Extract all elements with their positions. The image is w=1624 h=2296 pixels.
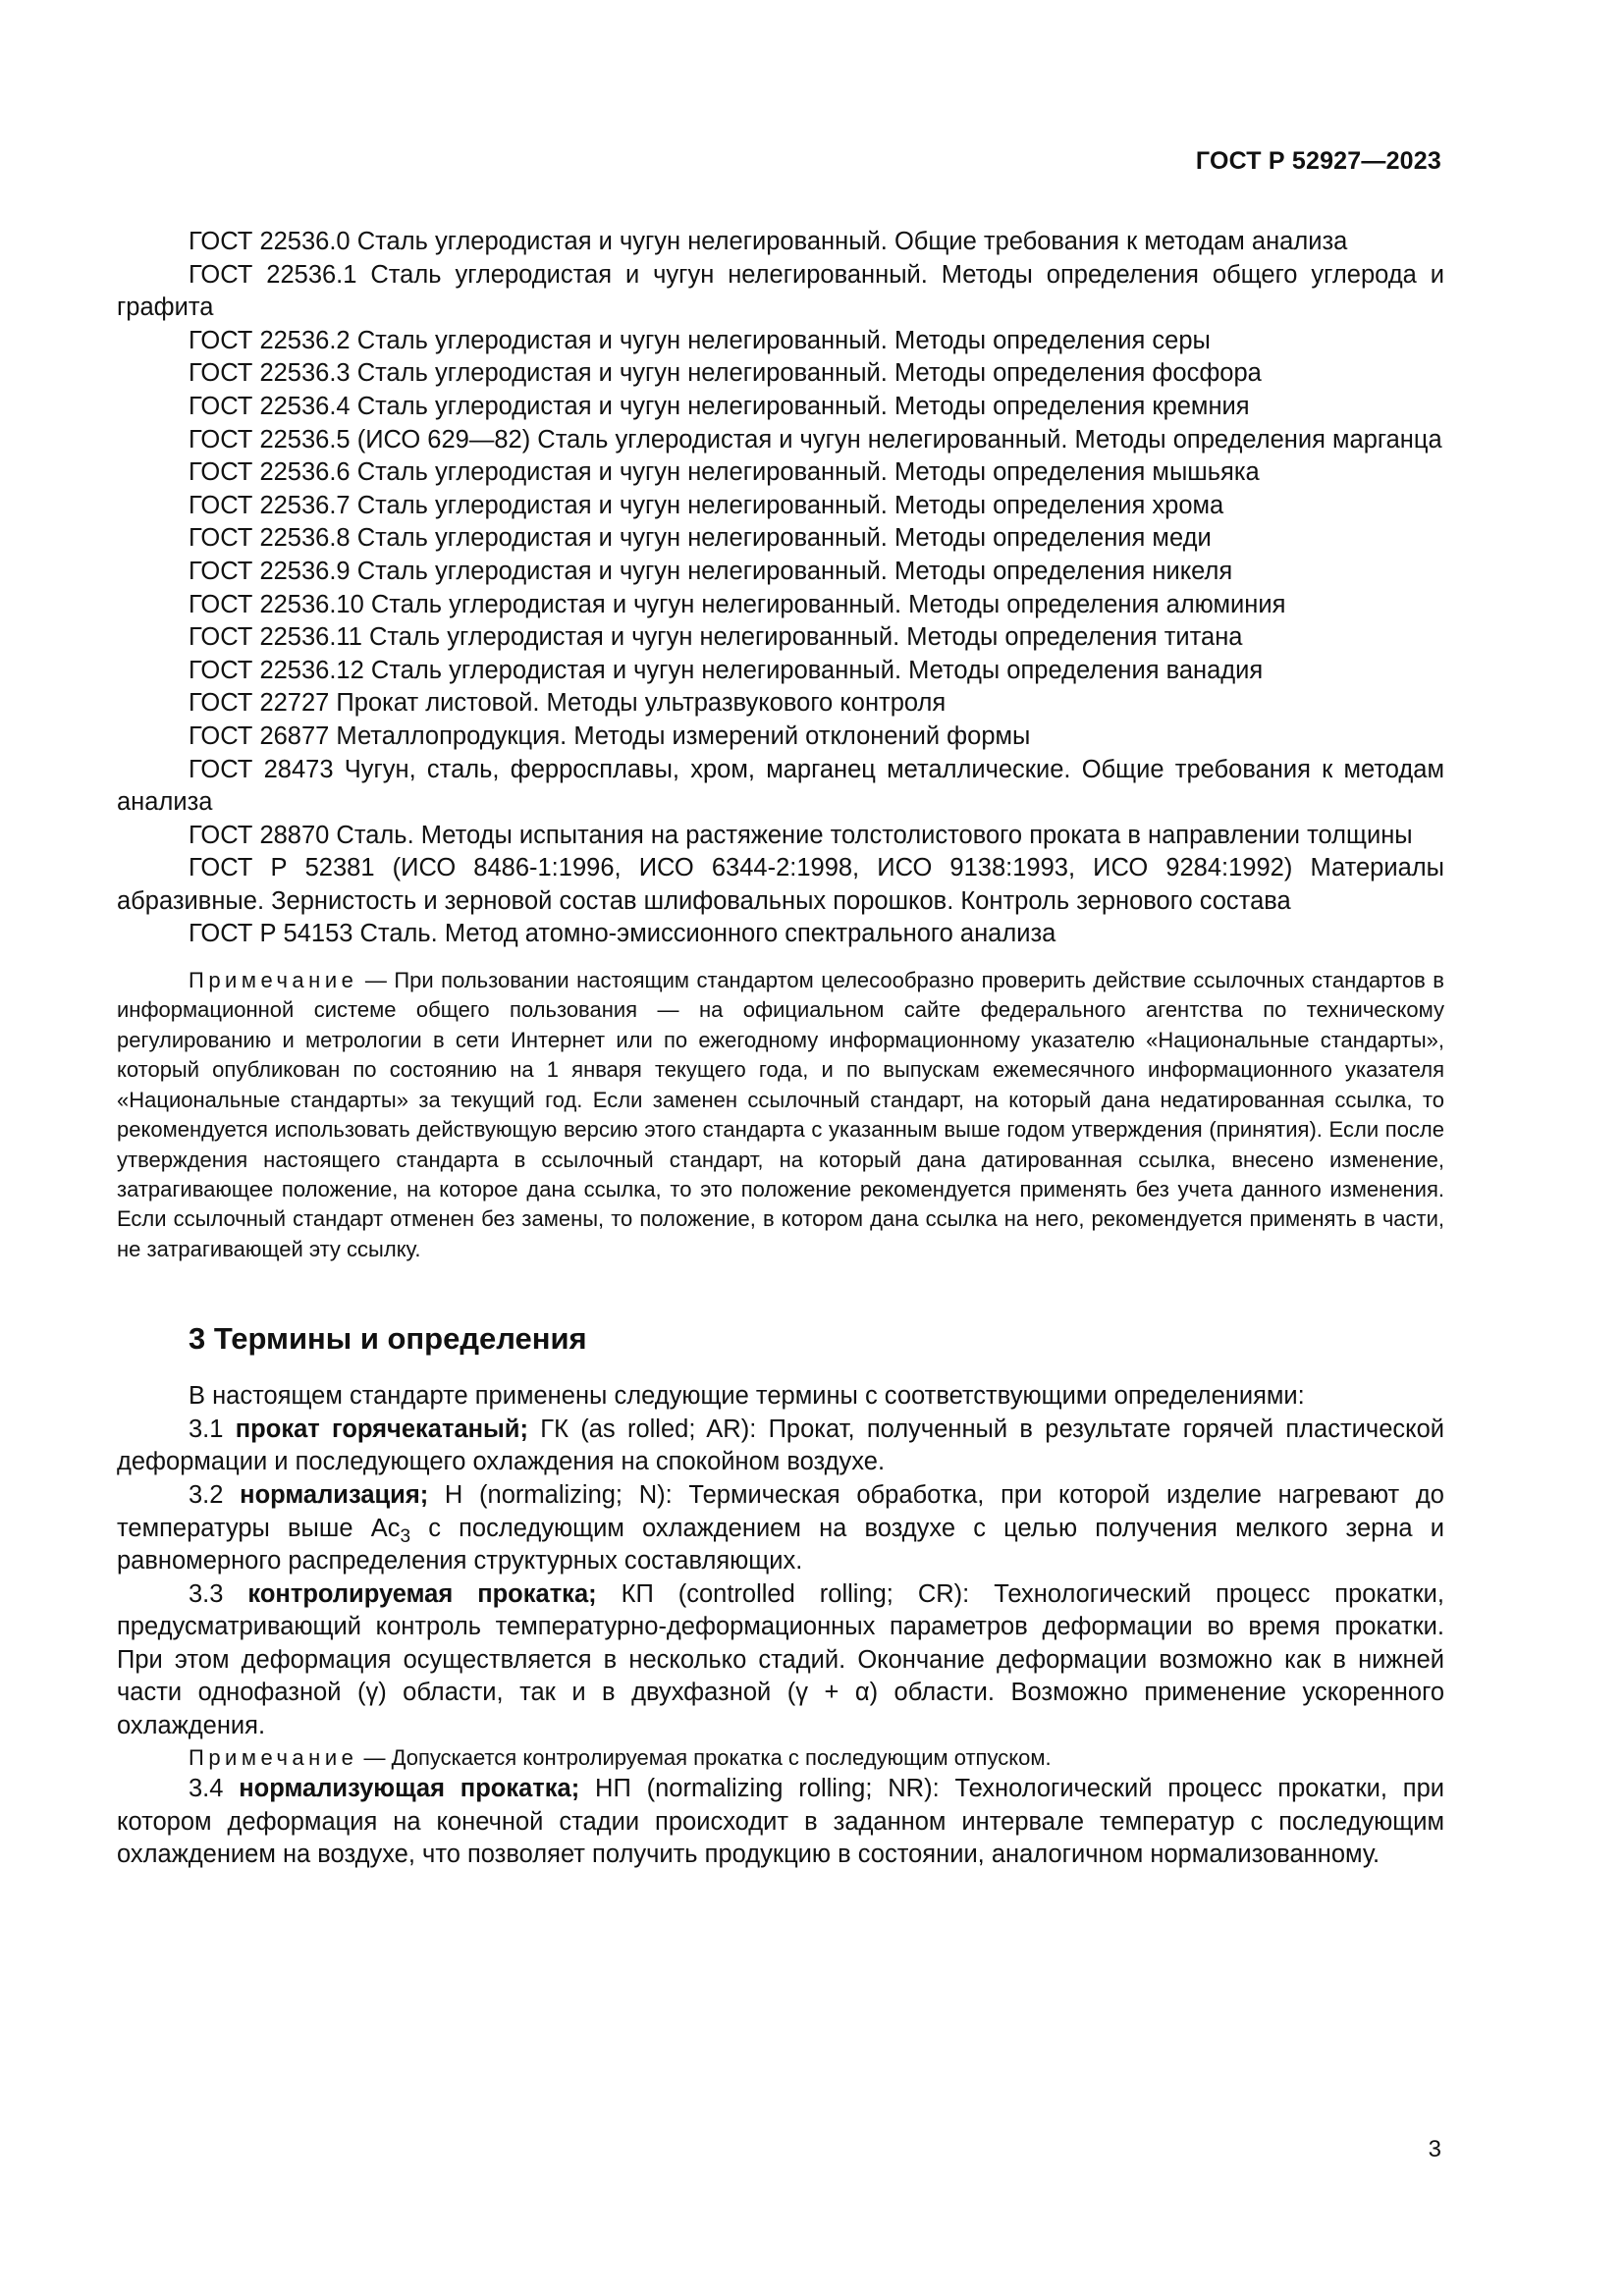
reference-item: ГОСТ 22536.10 Сталь углеродистая и чугун нелегированный. Методы определения алюминия: [189, 590, 1286, 618]
note-text: — Допускается контролируемая прокатка с последующим отпуском.: [363, 1744, 1052, 1770]
reference-item: ГОСТ 28870 Сталь. Методы испытания на растяжение толстолистового проката в направлении толщины: [189, 821, 1413, 849]
reference-item: ГОСТ 22536.2 Сталь углеродистая и чугун нелегированный. Методы определения серы: [189, 326, 1211, 354]
page-content: [117, 226, 1444, 1872]
term-definition: ГК (as rolled; AR): Прокат, полученный в результате горячей пластической деформации и последующего охлаждения на спокойном воздухе.: [117, 1415, 1444, 1476]
page-number: 3: [1428, 2136, 1441, 2163]
reference-item: ГОСТ 22536.9 Сталь углеродистая и чугун нелегированный. Методы определения никеля: [189, 557, 1233, 585]
term-number: 3.2: [189, 1480, 224, 1509]
term-number: 3.3: [189, 1579, 224, 1608]
reference-item: ГОСТ 22536.8 Сталь углеродистая и чугун нелегированный. Методы определения меди: [189, 524, 1212, 553]
reference-item: ГОСТ 22536.4 Сталь углеродистая и чугун нелегированный. Методы определения кремния: [189, 392, 1250, 420]
note-text: — При пользовании настоящим стандартом целесообразно проверить действие ссылочных стандартов в информационной системе общего пользования — на официальном сайте федерального агентства по техническому регулированию и метрологии в сети Интернет или по ежегодному информационному указателю «Национальные стандарты», который опубликован по состоянию на 1 января текущего года, и по выпускам ежемесячного информационного указателя «Национальные стандарты» за текущий год. Если заменен ссылочный стандарт, на который дана недатированная ссылка, то рекомендуется использовать действующую версию этого стандарта с указанным выше годом утверждения (принятия). Если после утверждения настоящего стандарта в ссылочный стандарт, на который дана датированная ссылка, внесено изменение, затрагивающее положение, на которое дана ссылка, то это положение рекомендуется применять без учета данного изменения. Если ссылочный стандарт отменен без замены, то положение, в котором дана ссылка на него, рекомендуется применять в части, не затрагивающей эту ссылку.: [117, 968, 1444, 1261]
subscript: 3: [400, 1525, 411, 1547]
term-3-2: [117, 1479, 1444, 1578]
note-label: Примечание: [189, 1744, 358, 1770]
note-label: Примечание: [189, 968, 358, 993]
reference-item: ГОСТ 22536.1 Сталь углеродистая и чугун нелегированный. Методы определения общего углерода и графита: [117, 260, 1444, 322]
term-name: нормализация;: [240, 1480, 429, 1509]
terms-section: [117, 1380, 1444, 1872]
reference-item: ГОСТ 22536.0 Сталь углеродистая и чугун нелегированный. Общие требования к методам анализа: [189, 228, 1348, 255]
reference-item: ГОСТ 22536.11 Сталь углеродистая и чугун нелегированный. Методы определения титана: [189, 623, 1243, 652]
term-name: контролируемая прокатка;: [247, 1579, 597, 1608]
reference-item: ГОСТ Р 52381 (ИСО 8486-1:1996, ИСО 6344-2:1998, ИСО 9138:1993, ИСО 9284:1992) Материалы абразивные. Зернистость и зерновой состав шлифовальных порошков. Контроль зернового состава: [117, 854, 1444, 915]
reference-item: ГОСТ 22536.3 Сталь углеродистая и чугун нелегированный. Методы определения фосфора: [189, 359, 1262, 388]
term-3-1: [117, 1414, 1444, 1479]
term-3-4: [117, 1773, 1444, 1872]
term-number: 3.1: [189, 1415, 224, 1443]
term-name: прокат горячекатаный;: [235, 1415, 528, 1443]
term-definition: Н (normalizing; N): Термическая обработка, при которой изделие нагревают до температуры выше Ac: [117, 1480, 1444, 1542]
reference-item: ГОСТ 22536.5 (ИСО 629—82) Сталь углеродистая и чугун нелегированный. Методы определения марганца: [189, 425, 1442, 454]
term-3-3: [117, 1578, 1444, 1743]
references-note: [117, 966, 1444, 1264]
term-definition: НП (normalizing rolling; NR): Технологический процесс прокатки, при котором деформация на конечной стадии происходит в заданном интервале температур с последующим охлаждением на воздухе, что позволяет получить продукцию в состоянии, аналогичном нормализованному.: [117, 1775, 1444, 1869]
term-definition-cont: с последующим охлаждением на воздухе с целью получения мелкого зерна и равномерного распределения структурных составляющих.: [117, 1514, 1444, 1575]
reference-item: ГОСТ 26877 Металлопродукция. Методы измерений отклонений формы: [189, 721, 1031, 750]
normative-references-list: [117, 226, 1444, 951]
reference-item: ГОСТ 22536.12 Сталь углеродистая и чугун нелегированный. Методы определения ванадия: [189, 656, 1264, 684]
reference-item: ГОСТ 22727 Прокат листовой. Методы ультразвукового контроля: [189, 689, 947, 718]
section-heading: 3 Термины и определения: [189, 1321, 587, 1357]
term-definition: КП (controlled rolling; CR): Технологический процесс прокатки, предусматривающий контроль температурно-деформационных параметров деформации во время прокатки. При этом деформация осуществляется в несколько стадий. Окончание деформации возможно как в нижней части однофазной (γ) области, так и в двухфазной (γ + α) области. Возможно применение ускоренного охлаждения.: [117, 1579, 1444, 1740]
term-number: 3.4: [189, 1775, 224, 1803]
term-name: нормализующая прокатка;: [239, 1775, 580, 1803]
reference-item: ГОСТ 28473 Чугун, сталь, ферросплавы, хром, марганец металлические. Общие требования к методам анализа: [117, 755, 1444, 817]
reference-item: ГОСТ Р 54153 Сталь. Метод атомно-эмиссионного спектрального анализа: [189, 920, 1056, 948]
standard-header: ГОСТ Р 52927—2023: [1195, 147, 1441, 175]
reference-item: ГОСТ 22536.6 Сталь углеродистая и чугун нелегированный. Методы определения мышьяка: [189, 458, 1260, 487]
reference-item: ГОСТ 22536.7 Сталь углеродистая и чугун нелегированный. Методы определения хрома: [189, 491, 1224, 519]
section-intro: В настоящем стандарте применены следующие термины с соответствующими определениями:: [189, 1382, 1305, 1411]
term-note: [117, 1743, 1444, 1773]
